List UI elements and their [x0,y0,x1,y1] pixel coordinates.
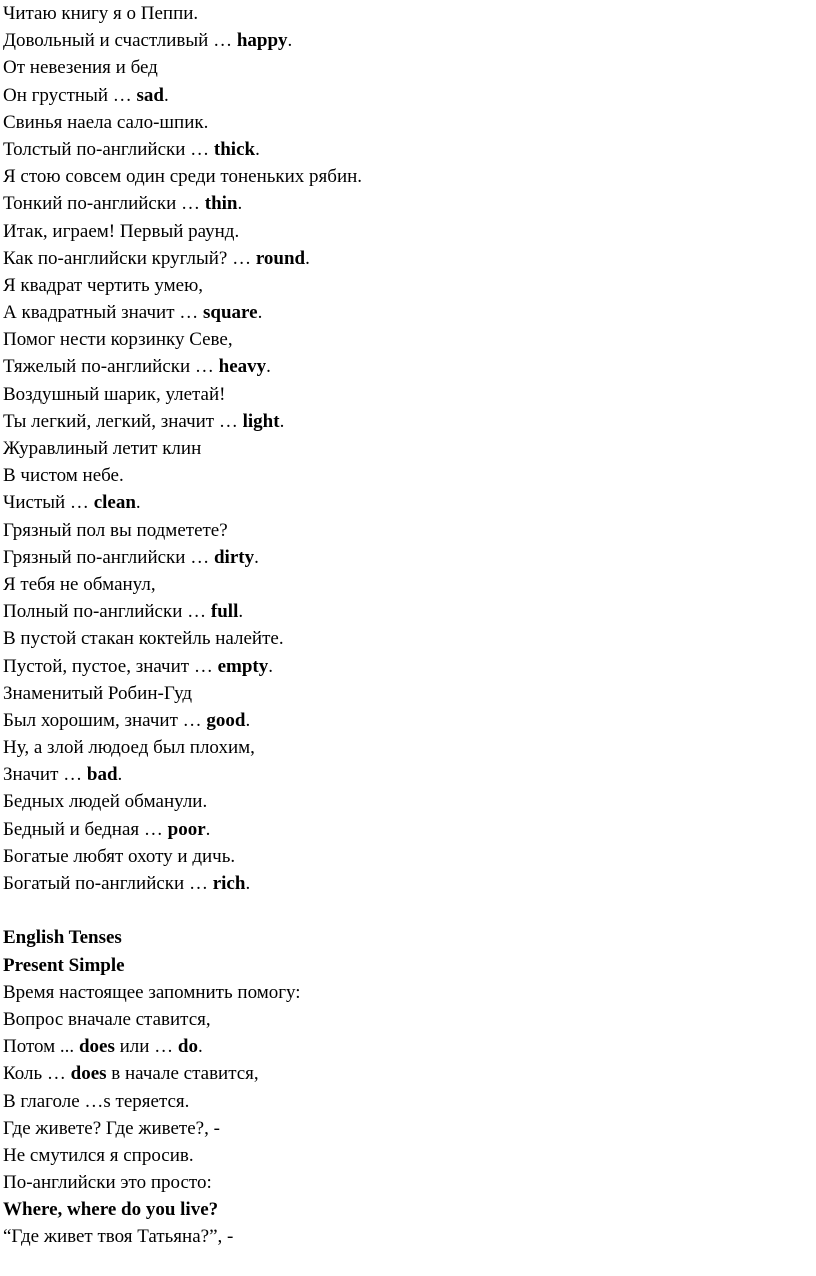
poem-line: А квадратный значит … square. [3,302,263,324]
poem-line: От невезения и бед [3,57,158,79]
poem-line: Ты легкий, легкий, значит … light. [3,410,285,432]
poem-line: Грязный по-английски … dirty. [3,546,259,568]
english-word: full [210,601,239,623]
english-word: happy [236,30,288,52]
poem-line: Полный по-английски … full. [3,601,244,623]
poem-line: Журавлиный летит клин [3,438,202,459]
keyword: does [78,1036,115,1058]
poem-line: Время настоящее запомнить помогу: [3,981,301,1003]
poem-line: Бедных людей обманули. [3,791,208,813]
english-word: good [206,709,246,731]
poem-line: Как по-английски круглый? … round. [3,247,310,269]
poem-line: Богатый по-английски … rich. [3,873,251,894]
document-page [3,0,813,1251]
poem-line: Итак, играем! Первый раунд. [3,220,240,242]
poem-line: В пустой стакан коктейль налейте. [3,628,284,650]
poem-line: Толстый по-английски … thick. [3,138,260,160]
poem-line: Бедный и бедная … poor. [3,818,211,840]
poem-line: Значит … bad. [3,764,123,786]
english-word: empty [217,655,269,677]
poem-line: Не смутился я спросив. [3,1144,194,1166]
poem-line: Где живете? Где живете?, - [3,1117,220,1139]
poem-line: В чистом небе. [3,465,124,487]
english-word: thick [213,138,256,160]
poem-line: Потом ... does или … do. [3,1036,203,1058]
adjectives-poem [3,0,813,897]
poem-line: Пустой, пустое, значит … empty. [3,655,273,677]
poem-line: Я тебя не обманул, [3,573,156,595]
english-word: thin [204,193,238,215]
poem-line: Я стою совсем один среди тоненьких рябин. [3,166,363,188]
poem-line: Был хорошим, значит … good. [3,709,251,731]
poem-line: Довольный и счастливый … happy. [3,30,293,52]
poem-line: Помог нести корзинку Севе, [3,329,233,351]
poem-line: Чистый … clean. [3,492,141,514]
section-subheading: Present Simple [3,954,125,976]
poem-line: Тяжелый по-английски … heavy. [3,356,271,378]
poem-line: Ну, а злой людоед был плохим, [3,737,255,759]
poem-line: Богатые любят охоту и дичь. [3,845,236,867]
poem-line: “Где живет твоя Татьяна?”, - [3,1226,234,1248]
poem-line: Вопрос вначале ставится, [3,1008,211,1030]
keyword: do [177,1036,198,1058]
poem-line: Грязный пол вы подметете? [3,519,228,541]
poem-line-english: Where, where do you live? [3,1199,219,1221]
poem-line: Знаменитый Робин-Гуд [3,682,193,704]
poem-line: Свинья наела сало-шпик. [3,111,209,133]
poem-line: Я квадрат чертить умею, [3,274,204,296]
english-word: clean [93,492,136,514]
english-word: heavy [218,356,267,378]
english-word: bad [86,764,118,786]
english-word: poor [167,818,206,840]
poem-line: Тонкий по-английски … thin. [3,193,243,215]
blank-line [3,897,813,924]
poem-line: Читаю книгу я о Пеппи. [3,3,199,24]
english-word: rich [212,873,246,894]
english-word: light [242,410,280,432]
section-heading: English Tenses [3,927,122,949]
tenses-poem [3,979,813,1251]
english-word: dirty [213,546,255,568]
poem-line: Он грустный … sad. [3,84,169,106]
poem-line: Коль … does в начале ставится, [3,1063,259,1085]
poem-line: Воздушный шарик, улетай! [3,383,226,405]
keyword: does [70,1063,107,1085]
poem-line: По-английски это просто: [3,1172,212,1194]
poem-line: В глаголе …s теряется. [3,1090,190,1112]
english-word: sad [136,84,164,106]
english-word: round [255,247,306,269]
english-word: square [203,302,258,324]
